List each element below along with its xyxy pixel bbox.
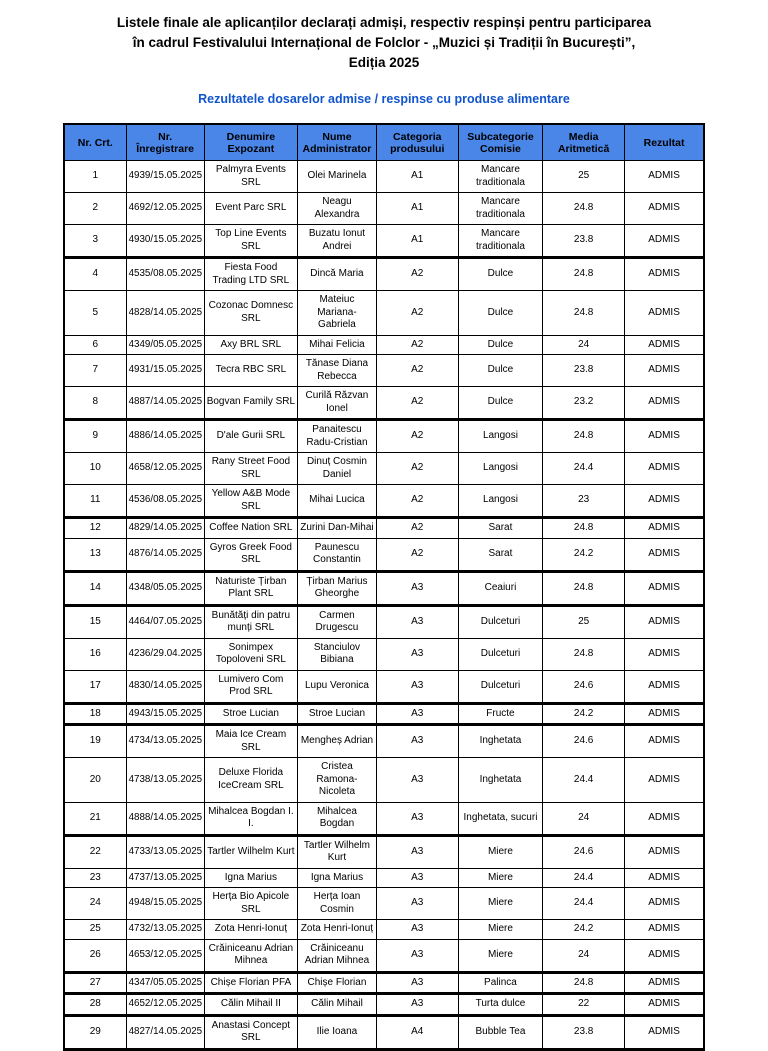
cell-media: 25 [543,161,625,193]
cell-expozant: Chișe Florian PFA [204,972,297,994]
cell-categoria: A3 [376,605,458,638]
cell-inregistrare: 4827/14.05.2025 [126,1015,204,1049]
table-header [64,124,704,161]
cell-administrator: Buzatu Ionut Andrei [298,225,377,258]
table-row [64,387,704,420]
cell-subcategorie: Dulceturi [458,605,542,638]
cell-categoria: A4 [376,1015,458,1049]
cell-nr: 9 [64,420,126,453]
cell-media: 24.8 [543,420,625,453]
cell-categoria: A2 [376,387,458,420]
cell-subcategorie: Palinca [458,972,542,994]
cell-media: 24.4 [543,758,625,803]
cell-rezultat: ADMIS [625,835,704,868]
cell-inregistrare: 4886/14.05.2025 [126,420,204,453]
cell-subcategorie: Sarat [458,518,542,539]
cell-subcategorie: Miere [458,888,542,920]
cell-subcategorie: Dulce [458,335,542,355]
cell-administrator: Zota Henri-Ionuț [298,920,377,940]
cell-subcategorie: Miere [458,835,542,868]
cell-nr: 7 [64,355,126,387]
cell-nr: 19 [64,725,126,758]
cell-categoria: A2 [376,291,458,336]
cell-inregistrare: 4931/15.05.2025 [126,355,204,387]
col-header-categoria-produsului: Categoria produsului [376,124,458,161]
cell-rezultat: ADMIS [625,605,704,638]
cell-subcategorie: Mancare traditionala [458,161,542,193]
cell-expozant: D'ale Gurii SRL [204,420,297,453]
cell-expozant: Zota Henri-Ionuț [204,920,297,940]
cell-rezultat: ADMIS [625,1015,704,1049]
cell-categoria: A3 [376,758,458,803]
cell-expozant: Crăiniceanu Adrian Mihnea [204,939,297,972]
table-row [64,258,704,291]
cell-categoria: A3 [376,802,458,835]
cell-expozant: Stroe Lucian [204,703,297,725]
cell-categoria: A2 [376,355,458,387]
cell-nr: 20 [64,758,126,803]
table-row [64,758,704,803]
cell-nr: 15 [64,605,126,638]
cell-nr: 14 [64,571,126,605]
cell-categoria: A3 [376,920,458,940]
cell-expozant: Event Parc SRL [204,193,297,225]
cell-rezultat: ADMIS [625,571,704,605]
cell-expozant: Lumivero Com Prod SRL [204,670,297,703]
cell-media: 24.4 [543,453,625,485]
cell-categoria: A2 [376,420,458,453]
cell-inregistrare: 4236/29.04.2025 [126,638,204,670]
results-table [63,123,705,1051]
table-row [64,485,704,518]
cell-expozant: Top Line Events SRL [204,225,297,258]
table-row [64,355,704,387]
cell-administrator: Cristea Ramona-Nicoleta [298,758,377,803]
cell-rezultat: ADMIS [625,725,704,758]
cell-nr: 21 [64,802,126,835]
cell-administrator: Mihai Lucica [298,485,377,518]
cell-inregistrare: 4692/12.05.2025 [126,193,204,225]
col-header-nr-inregistrare: Nr. Înregistrare [126,124,204,161]
cell-expozant: Maia Ice Cream SRL [204,725,297,758]
cell-administrator: Herța Ioan Cosmin [298,888,377,920]
col-header-rezultat: Rezultat [625,124,704,161]
cell-media: 24 [543,939,625,972]
cell-expozant: Palmyra Events SRL [204,161,297,193]
cell-inregistrare: 4948/15.05.2025 [126,888,204,920]
cell-inregistrare: 4943/15.05.2025 [126,703,204,725]
cell-administrator: Curilă Răzvan Ionel [298,387,377,420]
cell-subcategorie: Turta dulce [458,994,542,1016]
cell-administrator: Stanciulov Bibiana [298,638,377,670]
document-subtitle: Rezultatele dosarelor admise / respinse cu produse alimentare [198,92,570,106]
cell-subcategorie: Miere [458,920,542,940]
cell-expozant: Coffee Nation SRL [204,518,297,539]
cell-inregistrare: 4347/05.05.2025 [126,972,204,994]
cell-administrator: Neagu Alexandra [298,193,377,225]
cell-administrator: Dincă Maria [298,258,377,291]
cell-administrator: Mihai Felicia [298,335,377,355]
cell-nr: 12 [64,518,126,539]
cell-rezultat: ADMIS [625,703,704,725]
cell-inregistrare: 4887/14.05.2025 [126,387,204,420]
col-header-nume-administrator: Nume Administrator [298,124,377,161]
cell-expozant: Cozonac Domnesc SRL [204,291,297,336]
table-row [64,802,704,835]
table-row [64,225,704,258]
cell-media: 25 [543,605,625,638]
cell-nr: 27 [64,972,126,994]
cell-nr: 17 [64,670,126,703]
cell-media: 24.4 [543,868,625,888]
cell-expozant: Naturiste Țirban Plant SRL [204,571,297,605]
table-row [64,161,704,193]
cell-categoria: A2 [376,538,458,571]
cell-media: 23.8 [543,225,625,258]
cell-nr: 5 [64,291,126,336]
cell-media: 24.6 [543,670,625,703]
cell-rezultat: ADMIS [625,485,704,518]
cell-nr: 8 [64,387,126,420]
cell-rezultat: ADMIS [625,638,704,670]
cell-inregistrare: 4348/05.05.2025 [126,571,204,605]
cell-media: 24.8 [543,518,625,539]
cell-nr: 2 [64,193,126,225]
cell-inregistrare: 4464/07.05.2025 [126,605,204,638]
cell-subcategorie: Dulce [458,355,542,387]
col-header-denumire-expozant: Denumire Expozant [204,124,297,161]
cell-subcategorie: Dulce [458,387,542,420]
cell-categoria: A3 [376,571,458,605]
table-row [64,193,704,225]
cell-expozant: Tartler Wilhelm Kurt [204,835,297,868]
cell-rezultat: ADMIS [625,258,704,291]
table-row [64,725,704,758]
table-row [64,835,704,868]
cell-rezultat: ADMIS [625,972,704,994]
cell-subcategorie: Bubble Tea [458,1015,542,1049]
cell-expozant: Bunătăți din patru munți SRL [204,605,297,638]
table-body [64,161,704,1050]
cell-inregistrare: 4888/14.05.2025 [126,802,204,835]
cell-media: 23 [543,485,625,518]
cell-administrator: Stroe Lucian [298,703,377,725]
cell-rezultat: ADMIS [625,453,704,485]
cell-administrator: Mihalcea Bogdan [298,802,377,835]
cell-expozant: Deluxe Florida IceCream SRL [204,758,297,803]
cell-nr: 29 [64,1015,126,1049]
cell-media: 24 [543,802,625,835]
cell-categoria: A3 [376,638,458,670]
cell-subcategorie: Dulce [458,291,542,336]
cell-expozant: Yellow A&B Mode SRL [204,485,297,518]
table-row [64,703,704,725]
table-row [64,291,704,336]
cell-subcategorie: Langosi [458,453,542,485]
table-row [64,605,704,638]
cell-nr: 26 [64,939,126,972]
cell-media: 24.6 [543,725,625,758]
cell-inregistrare: 4830/14.05.2025 [126,670,204,703]
cell-media: 24.8 [543,638,625,670]
title-line-3: Ediția 2025 [348,55,420,70]
cell-categoria: A3 [376,994,458,1016]
table-row [64,939,704,972]
cell-rezultat: ADMIS [625,868,704,888]
cell-administrator: Lupu Veronica [298,670,377,703]
table-row [64,920,704,940]
cell-media: 23.8 [543,355,625,387]
cell-administrator: Ilie Ioana [298,1015,377,1049]
cell-subcategorie: Langosi [458,485,542,518]
cell-expozant: Herța Bio Apicole SRL [204,888,297,920]
cell-categoria: A2 [376,258,458,291]
cell-subcategorie: Miere [458,939,542,972]
table-row [64,994,704,1016]
table-header-row [64,124,704,161]
cell-inregistrare: 4652/12.05.2025 [126,994,204,1016]
table-row [64,888,704,920]
cell-categoria: A2 [376,453,458,485]
cell-subcategorie: Dulce [458,258,542,291]
cell-categoria: A3 [376,835,458,868]
cell-rezultat: ADMIS [625,538,704,571]
cell-subcategorie: Dulceturi [458,638,542,670]
cell-expozant: Anastasi Concept SRL [204,1015,297,1049]
cell-media: 24.2 [543,703,625,725]
cell-nr: 6 [64,335,126,355]
cell-subcategorie: Dulceturi [458,670,542,703]
cell-inregistrare: 4535/08.05.2025 [126,258,204,291]
cell-expozant: Sonimpex Topoloveni SRL [204,638,297,670]
cell-media: 22 [543,994,625,1016]
cell-expozant: Călin Mihail II [204,994,297,1016]
cell-subcategorie: Ceaiuri [458,571,542,605]
title-line-1: Listele finale ale aplicanților declarați admiși, respectiv respinși pentru participarea [116,15,652,30]
table-row [64,868,704,888]
table-row [64,420,704,453]
cell-media: 23.2 [543,387,625,420]
cell-nr: 25 [64,920,126,940]
cell-inregistrare: 4732/13.05.2025 [126,920,204,940]
cell-rezultat: ADMIS [625,387,704,420]
cell-nr: 22 [64,835,126,868]
cell-administrator: Crăiniceanu Adrian Mihnea [298,939,377,972]
cell-rezultat: ADMIS [625,335,704,355]
cell-nr: 18 [64,703,126,725]
cell-categoria: A3 [376,725,458,758]
cell-nr: 1 [64,161,126,193]
document-title [56,13,712,73]
cell-subcategorie: Inghetata [458,758,542,803]
table-row [64,518,704,539]
cell-rezultat: ADMIS [625,888,704,920]
cell-administrator: Tănase Diana Rebecca [298,355,377,387]
cell-nr: 16 [64,638,126,670]
cell-rezultat: ADMIS [625,802,704,835]
cell-inregistrare: 4653/12.05.2025 [126,939,204,972]
cell-rezultat: ADMIS [625,994,704,1016]
cell-media: 24 [543,335,625,355]
cell-rezultat: ADMIS [625,420,704,453]
cell-rezultat: ADMIS [625,291,704,336]
cell-inregistrare: 4658/12.05.2025 [126,453,204,485]
cell-categoria: A3 [376,888,458,920]
cell-inregistrare: 4737/13.05.2025 [126,868,204,888]
cell-subcategorie: Langosi [458,420,542,453]
cell-rezultat: ADMIS [625,161,704,193]
cell-inregistrare: 4738/13.05.2025 [126,758,204,803]
cell-categoria: A1 [376,225,458,258]
cell-rezultat: ADMIS [625,355,704,387]
cell-administrator: Mengheș Adrian [298,725,377,758]
table-row [64,1015,704,1049]
cell-administrator: Panaitescu Radu-Cristian [298,420,377,453]
cell-expozant: Bogvan Family SRL [204,387,297,420]
cell-inregistrare: 4349/05.05.2025 [126,335,204,355]
cell-expozant: Tecra RBC SRL [204,355,297,387]
cell-media: 24.2 [543,538,625,571]
cell-inregistrare: 4828/14.05.2025 [126,291,204,336]
cell-nr: 11 [64,485,126,518]
cell-categoria: A3 [376,939,458,972]
cell-rezultat: ADMIS [625,518,704,539]
cell-administrator: Dinuț Cosmin Daniel [298,453,377,485]
cell-media: 24.8 [543,571,625,605]
title-line-2: în cadrul Festivalului Internațional de Folclor - „Muzici și Tradiții în București”, [132,35,636,50]
cell-nr: 13 [64,538,126,571]
table-row [64,453,704,485]
cell-subcategorie: Sarat [458,538,542,571]
cell-inregistrare: 4930/15.05.2025 [126,225,204,258]
cell-expozant: Axy BRL SRL [204,335,297,355]
cell-administrator: Zurini Dan-Mihai [298,518,377,539]
cell-expozant: Fiesta Food Trading LTD SRL [204,258,297,291]
cell-media: 23.8 [543,1015,625,1049]
cell-categoria: A2 [376,485,458,518]
table-row [64,571,704,605]
col-header-nr-crt: Nr. Crt. [64,124,126,161]
cell-media: 24.8 [543,258,625,291]
cell-inregistrare: 4876/14.05.2025 [126,538,204,571]
cell-rezultat: ADMIS [625,920,704,940]
cell-administrator: Tartler Wilhelm Kurt [298,835,377,868]
table-row [64,335,704,355]
cell-subcategorie: Miere [458,868,542,888]
cell-expozant: Rany Street Food SRL [204,453,297,485]
col-header-media-aritmetica: Media Aritmetică [543,124,625,161]
cell-rezultat: ADMIS [625,939,704,972]
cell-inregistrare: 4734/13.05.2025 [126,725,204,758]
cell-subcategorie: Mancare traditionala [458,225,542,258]
cell-subcategorie: Inghetata, sucuri [458,802,542,835]
cell-media: 24.8 [543,291,625,336]
cell-media: 24.8 [543,193,625,225]
cell-inregistrare: 4829/14.05.2025 [126,518,204,539]
cell-rezultat: ADMIS [625,670,704,703]
cell-nr: 3 [64,225,126,258]
cell-subcategorie: Inghetata [458,725,542,758]
cell-categoria: A3 [376,670,458,703]
cell-nr: 28 [64,994,126,1016]
cell-administrator: Carmen Drugescu [298,605,377,638]
cell-administrator: Călin Mihail [298,994,377,1016]
cell-categoria: A2 [376,518,458,539]
cell-nr: 10 [64,453,126,485]
cell-categoria: A1 [376,161,458,193]
cell-nr: 24 [64,888,126,920]
cell-inregistrare: 4939/15.05.2025 [126,161,204,193]
cell-inregistrare: 4536/08.05.2025 [126,485,204,518]
cell-categoria: A3 [376,868,458,888]
cell-nr: 4 [64,258,126,291]
table-row [64,538,704,571]
cell-subcategorie: Fructe [458,703,542,725]
cell-categoria: A3 [376,703,458,725]
cell-expozant: Mihalcea Bogdan I. I. [204,802,297,835]
cell-categoria: A1 [376,193,458,225]
cell-categoria: A3 [376,972,458,994]
cell-subcategorie: Mancare traditionala [458,193,542,225]
cell-rezultat: ADMIS [625,193,704,225]
table-row [64,972,704,994]
cell-administrator: Olei Marinela [298,161,377,193]
cell-administrator: Țirban Marius Gheorghe [298,571,377,605]
cell-media: 24.6 [543,835,625,868]
cell-administrator: Mateiuc Mariana-Gabriela [298,291,377,336]
cell-administrator: Chișe Florian [298,972,377,994]
col-header-subcategorie-comisie: Subcategorie Comisie [458,124,542,161]
cell-administrator: Igna Marius [298,868,377,888]
cell-media: 24.2 [543,920,625,940]
cell-inregistrare: 4733/13.05.2025 [126,835,204,868]
cell-nr: 23 [64,868,126,888]
cell-expozant: Gyros Greek Food SRL [204,538,297,571]
cell-rezultat: ADMIS [625,758,704,803]
cell-administrator: Paunescu Constantin [298,538,377,571]
table-row [64,670,704,703]
cell-rezultat: ADMIS [625,225,704,258]
table-row [64,638,704,670]
cell-categoria: A2 [376,335,458,355]
cell-media: 24.4 [543,888,625,920]
cell-expozant: Igna Marius [204,868,297,888]
cell-media: 24.8 [543,972,625,994]
